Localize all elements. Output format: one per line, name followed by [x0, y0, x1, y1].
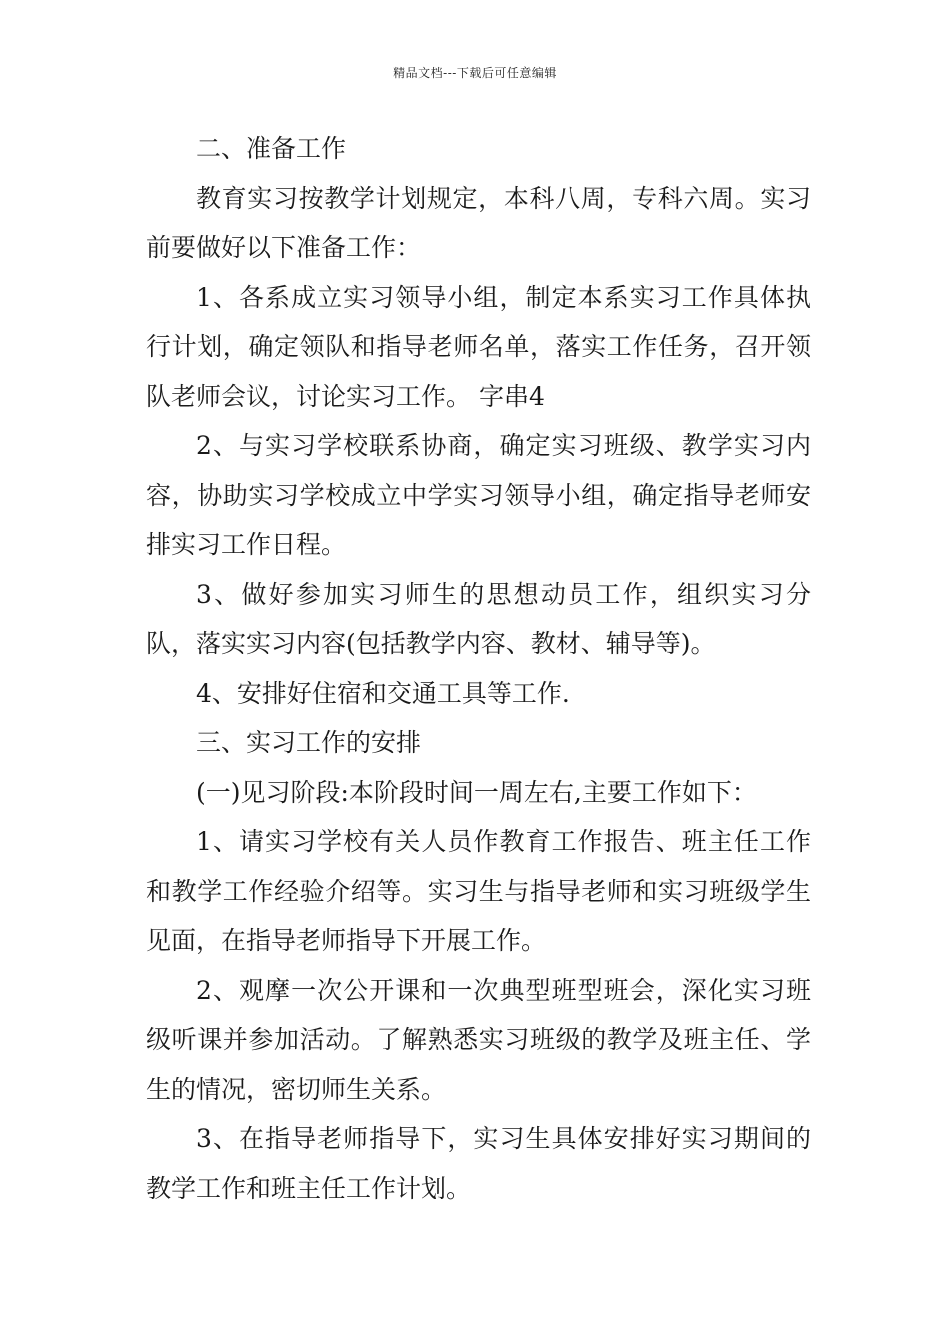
- paragraph-intro: 教育实习按教学计划规定，本科八周，专科六周。实习前要做好以下准备工作：: [146, 183, 811, 262]
- paragraph-item-4: 4、安排好住宿和交通工具等工作.: [196, 678, 570, 708]
- paragraph-observation-3: 3、在指导老师指导下，实习生具体安排好实习期间的教学工作和班主任工作计划。: [146, 1124, 811, 1203]
- section-heading-arrangement: 三、实习工作的安排: [196, 728, 422, 757]
- section-heading-preparation: 二、准备工作: [196, 134, 347, 163]
- page-header: 精品文档---下载后可任意编辑: [393, 66, 557, 80]
- paragraph-item-3: 3、做好参加实习师生的思想动员工作，组织实习分队，落实实习内容(包括教学内容、教材、辅导等)。: [146, 579, 811, 658]
- paragraph-observation-1: 1、请实习学校有关人员作教育工作报告、班主任工作和教学工作经验介绍等。实习生与指导老师和实习班级学生见面，在指导老师指导下开展工作。: [146, 827, 811, 955]
- paragraph-item-1: 1、各系成立实习领导小组，制定本系实习工作具体执行计划，确定领队和指导老师名单，落实工作任务，召开领队老师会议，讨论实习工作。 字串4: [146, 282, 811, 411]
- document-body: [146, 124, 811, 1213]
- paragraph-item-2: 2、与实习学校联系协商，确定实习班级、教学实习内容，协助实习学校成立中学实习领导小组，确定指导老师安排实习工作日程。: [146, 431, 811, 559]
- paragraph-observation-2: 2、观摩一次公开课和一次典型班型班会，深化实习班级听课并参加活动。了解熟悉实习班级的教学及班主任、学生的情况，密切师生关系。: [146, 975, 811, 1104]
- subsection-heading-observation: (一)见习阶段:本阶段时间一周左右,主要工作如下：: [196, 777, 757, 807]
